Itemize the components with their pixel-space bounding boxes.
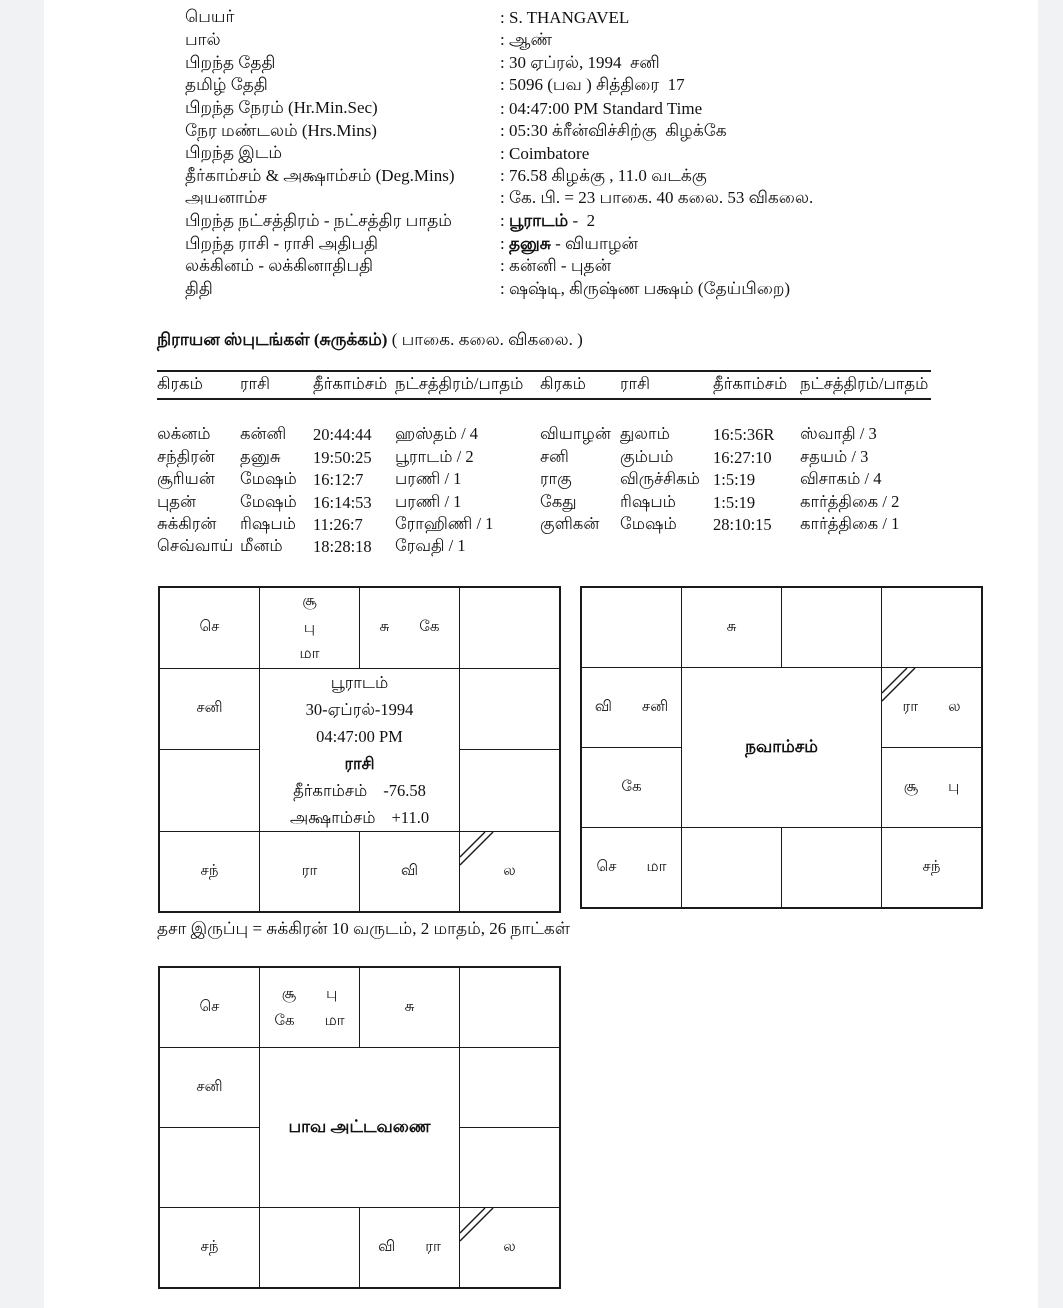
info-value: : கன்னி - புதன்: [500, 256, 612, 276]
info-value: : கே. பி. = 23 பாகை. 40 கலை. 53 விகலை.: [500, 188, 814, 208]
navamsam-cell-r1c4: [882, 587, 983, 668]
table-row: செவ்வாய் மீனம் 18:28:18 ரேவதி / 1: [157, 536, 466, 557]
rasi-chart: [158, 586, 561, 913]
bhava-cell-r1c4: [460, 967, 561, 1048]
planet-table-title: நிராயன ஸ்புடங்கள் (சுருக்கம்) ( பாகை. கலை. விகலை. ): [157, 330, 583, 349]
planet-glyph: கே: [621, 779, 642, 795]
info-label: பிறந்த தேதி: [185, 52, 276, 72]
planet-glyph: பு: [303, 619, 316, 636]
table-row: லக்னம் கன்னி 20:44:44 ஹஸ்தம் / 4 வியாழன் துலாம் 16:5:36R ஸ்வாதி / 3: [157, 424, 877, 445]
bhava-cell-r4c2: [260, 1208, 360, 1289]
table-row: சுக்கிரன் ரிஷபம் 11:26:7 ரோஹிணி / 1 குளிகன் மேஷம் 28:10:15 கார்த்திகை / 1: [157, 513, 900, 534]
bhava-cell-r3c1: [159, 1128, 260, 1208]
navamsam-cell-r2c1: [581, 668, 682, 748]
planet-glyph: செ: [199, 999, 220, 1015]
column-header: நட்சத்திரம்/பாதம்: [800, 374, 929, 393]
info-row: [185, 211, 813, 234]
planet-glyph: சு: [379, 619, 390, 636]
chart-title: நவாம்சம்: [745, 736, 818, 756]
rasi-cell-r4c3: [360, 831, 460, 912]
birth-nakshatra: பூராடம்: [330, 672, 389, 692]
planet-glyph: சனி: [641, 699, 669, 715]
rasi-cell-r1c3: [360, 587, 460, 668]
rasi-cell-r4c2: [260, 831, 360, 912]
info-label: பிறந்த இடம்: [185, 143, 283, 163]
info-value: : 30 ஏப்ரல், 1994 சனி: [500, 52, 660, 72]
info-label: பிறந்த நட்சத்திரம் - நட்சத்திர பாதம்: [185, 211, 452, 231]
chart-title: பாவ அட்டவணை: [288, 1116, 431, 1136]
info-value: : S. THANGAVEL: [500, 8, 630, 28]
bhava-cell-r2c1: [159, 1048, 260, 1128]
navamsam-cell-r3c1: [581, 748, 682, 828]
planet-glyph: சு: [404, 999, 415, 1015]
planet-glyph: சூ: [903, 779, 919, 795]
planet-glyph: வி: [378, 1239, 396, 1255]
rasi-cell-r3c1: [159, 750, 260, 832]
navamsam-cell-r1c2: [682, 587, 782, 668]
info-row: [185, 256, 813, 279]
info-row: [185, 75, 813, 98]
planet-glyph: ரா: [902, 699, 919, 715]
bhava-cell-r3c4: [460, 1128, 561, 1208]
column-header: ராசி: [620, 374, 651, 393]
table-row: சூரியன் மேஷம் 16:12:7 பரணி / 1 ராகு விருச்சிகம் 1:5:19 விசாகம் / 4: [157, 469, 882, 490]
rasi-cell-r1c1: [159, 587, 260, 668]
planet-glyph: சூ: [302, 593, 317, 609]
info-label: தமிழ் தேதி: [185, 75, 268, 95]
navamsam-cell-r1c3: [782, 587, 882, 668]
info-label: பெயர்: [185, 7, 235, 27]
info-label: நேர மண்டலம் (Hrs.Mins): [185, 120, 377, 140]
info-value: : ஷஷ்டி, கிருஷ்ண பக்ஷம் (தேய்பிறை): [500, 279, 791, 298]
planet-glyph: சந்: [922, 859, 941, 875]
planet-glyph: கே: [274, 1012, 295, 1029]
bhava-cell-r4c3: [360, 1208, 460, 1289]
lagna-marker-icon: [460, 1208, 496, 1244]
info-label: லக்கினம் - லக்கினாதிபதி: [185, 256, 374, 276]
dasa-balance-line: தசா இருப்பு = சுக்கிரன் 10 வருடம், 2 மாதம், 26 நாட்கள்: [157, 919, 571, 938]
info-row: [185, 52, 813, 75]
info-value: : ஆண்: [500, 29, 553, 49]
column-header: தீர்காம்சம்: [713, 374, 788, 393]
rasi-cell-r1c2: [260, 587, 360, 668]
latitude-line: அக்ஷாம்சம் +11.0: [289, 807, 430, 827]
column-header: கிரகம்: [157, 374, 203, 393]
birth-time: 04:47:00 PM: [316, 726, 403, 746]
info-row: [185, 188, 813, 211]
rasi-cell-r4c4: [460, 831, 561, 912]
birth-date: 30-ஏப்ரல்-1994: [305, 699, 414, 719]
planet-glyph: ரா: [425, 1239, 441, 1255]
planet-table-body: [157, 424, 931, 559]
navamsam-cell-r4c1: [581, 828, 682, 909]
chart-title: ராசி: [344, 753, 375, 773]
rasi-cell-r4c1: [159, 831, 260, 912]
table-row: சந்திரன் தனுசு 19:50:25 பூராடம் / 2 சனி கும்பம் 16:27:10 சதயம் / 3: [157, 446, 869, 467]
info-value: : 5096 (பவ ) சித்திரை 17: [500, 75, 685, 95]
planet-glyph: ல: [503, 862, 516, 879]
info-label: தீர்காம்சம் & அக்ஷாம்சம் (Deg.Mins): [185, 165, 455, 185]
info-label: திதி: [185, 279, 213, 298]
info-row: [185, 30, 813, 53]
column-header: தீர்காம்சம்: [313, 374, 388, 393]
longitude-line: தீர்காம்சம் -76.58: [293, 780, 426, 800]
info-label: பிறந்த ராசி - ராசி அதிபதி: [185, 233, 379, 253]
table-row: புதன் மேஷம் 16:14:53 பரணி / 1 கேது ரிஷபம் 1:5:19 கார்த்திகை / 2: [157, 491, 900, 512]
navamsam-chart: [580, 586, 983, 909]
info-row: [185, 165, 813, 188]
bhava-cell-r4c1: [159, 1208, 260, 1289]
navamsam-cell-r1c1: [581, 587, 682, 668]
info-value: : Coimbatore: [500, 144, 590, 164]
lagna-marker-icon: [460, 832, 496, 868]
planet-glyph: மா: [324, 1012, 345, 1029]
navamsam-chart-center: [682, 668, 882, 828]
planet-glyph: வி: [400, 862, 419, 879]
planet-glyph: சனி: [196, 1079, 223, 1095]
info-row: [185, 143, 813, 166]
rasi-cell-r2c1: [159, 668, 260, 750]
planet-glyph: சு: [726, 619, 737, 635]
planet-glyph: சந்: [200, 862, 219, 879]
column-header: ராசி: [240, 374, 271, 393]
info-value: : 76.58 கிழக்கு , 11.0 வடக்கு: [500, 165, 707, 185]
info-value: : தனுசு - வியாழன்: [500, 233, 638, 253]
planet-glyph: கே: [419, 619, 440, 636]
info-row: [185, 279, 813, 302]
paper: [44, 0, 1038, 1308]
navamsam-cell-r4c3: [782, 828, 882, 909]
bhava-cell-r1c2: [260, 967, 360, 1048]
planet-glyph: ரா: [301, 862, 318, 879]
bhava-cell-r1c3: [360, 967, 460, 1048]
bhava-cell-r4c4: [460, 1208, 561, 1289]
bhava-chart: [158, 966, 561, 1289]
planet-glyph: சந்: [200, 1239, 219, 1255]
navamsam-cell-r2c4: [882, 668, 983, 748]
rasi-cell-r1c4: [460, 587, 561, 668]
planet-glyph: சூ: [281, 985, 297, 1002]
info-label: பிறந்த நேரம் (Hr.Min.Sec): [185, 97, 378, 117]
info-row: [185, 98, 813, 121]
rasi-cell-r2c4: [460, 668, 561, 750]
bhava-cell-r1c1: [159, 967, 260, 1048]
planet-table-header: [157, 370, 931, 400]
navamsam-cell-r4c2: [682, 828, 782, 909]
rasi-cell-r3c4: [460, 750, 561, 832]
column-header: நட்சத்திரம்/பாதம்: [395, 374, 524, 393]
planet-glyph: ல: [948, 699, 961, 715]
info-value: : 04:47:00 PM Standard Time: [500, 98, 703, 118]
planet-glyph: செ: [199, 619, 220, 636]
planet-glyph: பு: [326, 985, 338, 1002]
bhava-cell-r2c4: [460, 1048, 561, 1128]
lagna-marker-icon: [882, 668, 918, 704]
planet-glyph: மா: [646, 859, 667, 875]
planet-glyph: ல: [503, 1239, 516, 1255]
planet-glyph: மா: [299, 646, 320, 662]
info-label: அயனாம்ச: [185, 188, 267, 208]
bhava-chart-center: [260, 1048, 460, 1208]
planet-glyph: செ: [596, 859, 617, 875]
info-row: [185, 233, 813, 256]
rasi-chart-center: [260, 668, 460, 831]
info-row: [185, 7, 813, 30]
planet-glyph: சனி: [196, 700, 223, 717]
info-label: பால்: [185, 29, 221, 49]
info-value: : 05:30 க்ரீன்விச்சிற்கு கிழக்கே: [500, 120, 727, 140]
planet-glyph: பு: [948, 779, 960, 795]
navamsam-cell-r3c4: [882, 748, 983, 828]
info-row: [185, 120, 813, 143]
planet-glyph: வி: [594, 699, 612, 715]
info-value: : பூராடம் - 2: [500, 211, 596, 231]
column-header: கிரகம்: [540, 374, 586, 393]
navamsam-cell-r4c4: [882, 828, 983, 909]
birth-info-section: [185, 7, 813, 301]
